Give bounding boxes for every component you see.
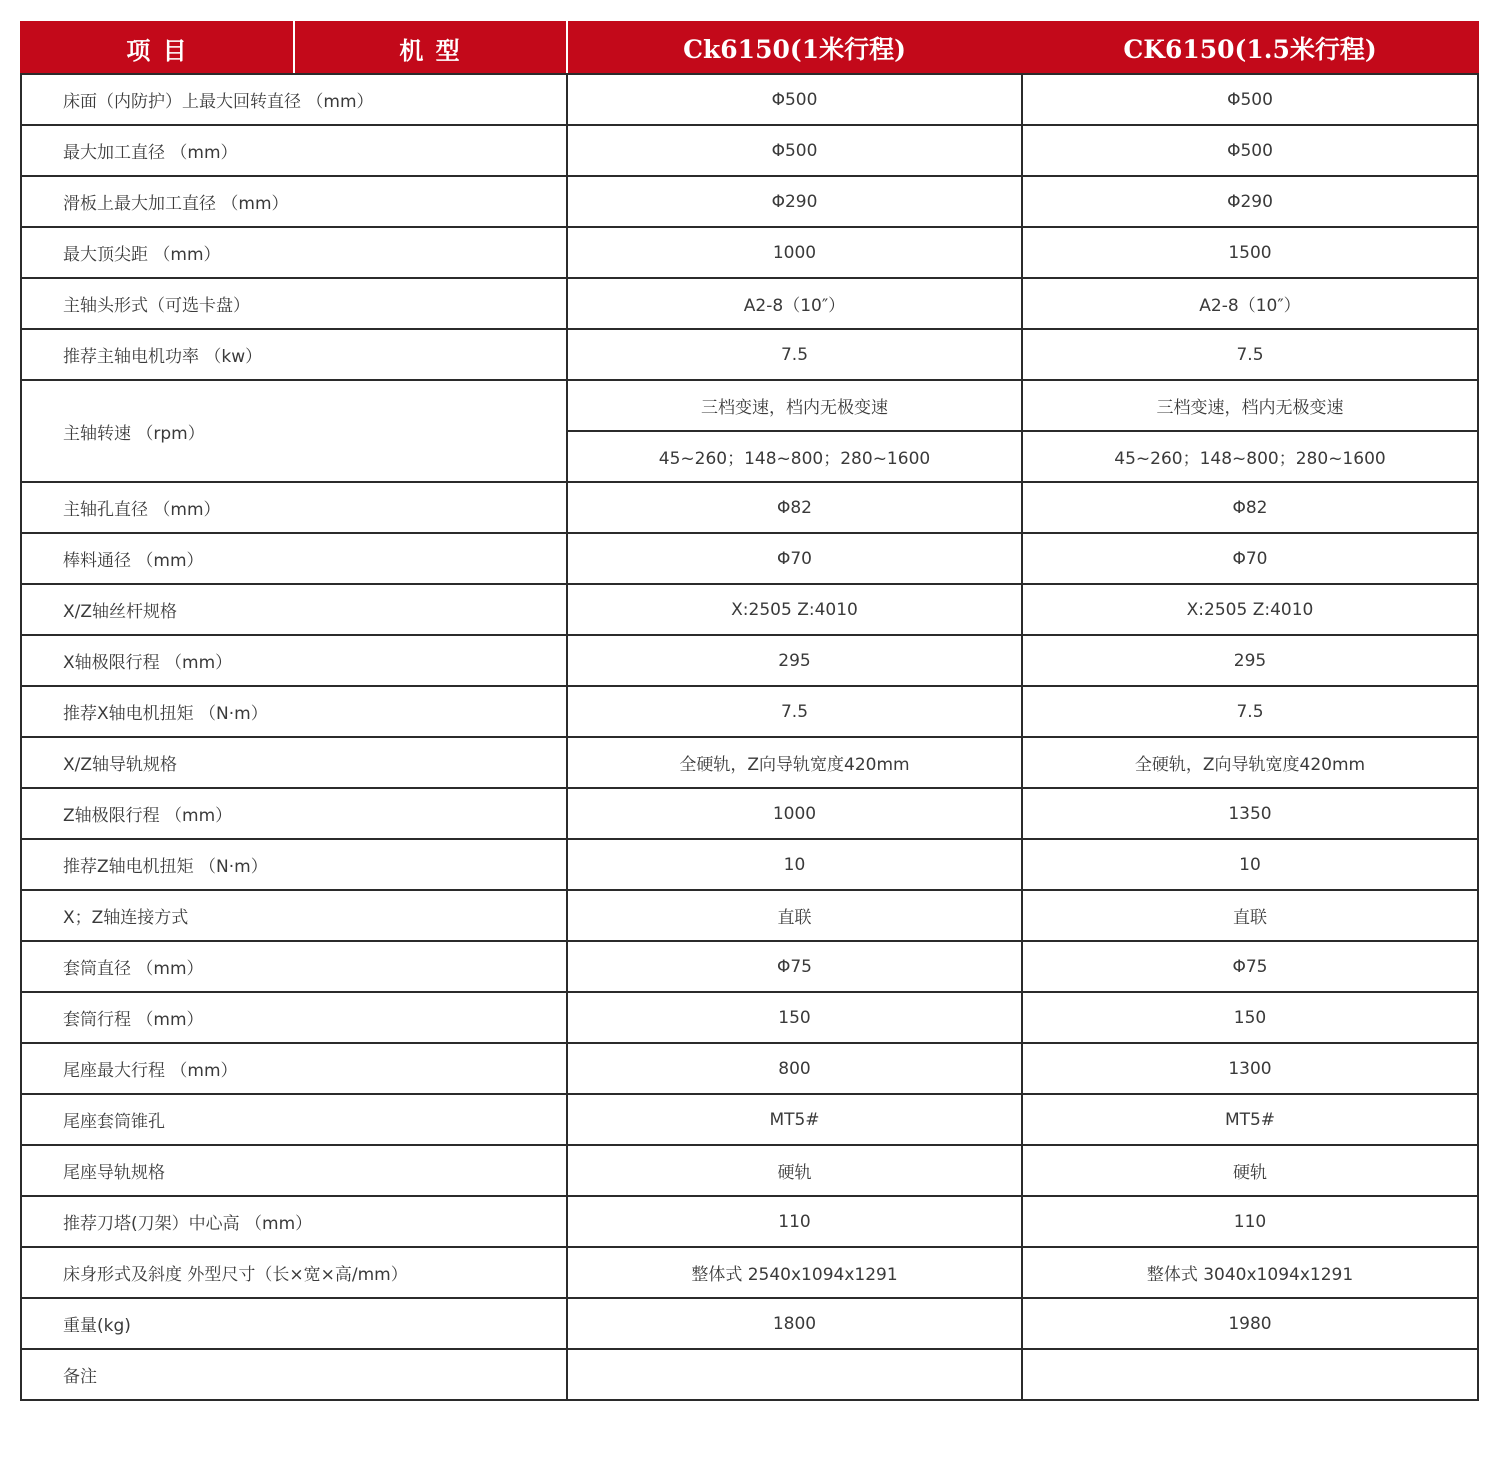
value-1m: 110 xyxy=(567,1196,1022,1247)
row-label: 主轴转速 （rpm） xyxy=(21,380,567,482)
table-row xyxy=(21,125,1478,176)
value-1-5m: 10 xyxy=(1022,839,1478,890)
value-1m: 硬轨 xyxy=(567,1145,1022,1196)
table-row xyxy=(21,1043,1478,1094)
row-label: 套筒行程 （mm） xyxy=(21,992,567,1043)
table-row xyxy=(21,1349,1478,1400)
table-row xyxy=(21,839,1478,890)
value-1-5m: 1300 xyxy=(1022,1043,1478,1094)
value-1-5m: Φ500 xyxy=(1022,74,1478,125)
table-row xyxy=(21,533,1478,584)
value-1m: 直联 xyxy=(567,890,1022,941)
row-label: 最大顶尖距 （mm） xyxy=(21,227,567,278)
value-1-5m: 整体式 3040x1094x1291 xyxy=(1022,1247,1478,1298)
value-1m: Φ82 xyxy=(567,482,1022,533)
value-1-5m: 7.5 xyxy=(1022,686,1478,737)
table-row xyxy=(21,278,1478,329)
value-1m: 295 xyxy=(567,635,1022,686)
table-row xyxy=(21,788,1478,839)
value-1-5m: 1500 xyxy=(1022,227,1478,278)
row-label: 主轴孔直径 （mm） xyxy=(21,482,567,533)
value-1m xyxy=(567,1349,1022,1400)
row-label: 重量(kg) xyxy=(21,1298,567,1349)
value-1-5m xyxy=(1022,1349,1478,1400)
value-1m: A2-8（10″） xyxy=(567,278,1022,329)
value-1m: Φ75 xyxy=(567,941,1022,992)
value-1m: 7.5 xyxy=(567,686,1022,737)
value-1-5m: 全硬轨，Z向导轨宽度420mm xyxy=(1022,737,1478,788)
value-1-5m: 硬轨 xyxy=(1022,1145,1478,1196)
row-label: 套筒直径 （mm） xyxy=(21,941,567,992)
value-1m: 45~260；148~800；280~1600 xyxy=(567,431,1022,482)
value-1m: Φ500 xyxy=(567,74,1022,125)
table-row xyxy=(21,1094,1478,1145)
value-1-5m: Φ82 xyxy=(1022,482,1478,533)
table-row xyxy=(21,1145,1478,1196)
value-1-5m: 295 xyxy=(1022,635,1478,686)
row-label: 尾座套筒锥孔 xyxy=(21,1094,567,1145)
table-row xyxy=(21,227,1478,278)
header-model-1-5m: CK6150(1.5米行程) xyxy=(1022,22,1478,74)
row-label: 滑板上最大加工直径 （mm） xyxy=(21,176,567,227)
row-label: X轴极限行程 （mm） xyxy=(21,635,567,686)
value-1-5m: 1980 xyxy=(1022,1298,1478,1349)
table-row xyxy=(21,941,1478,992)
value-1-5m: MT5# xyxy=(1022,1094,1478,1145)
value-1m: 全硬轨，Z向导轨宽度420mm xyxy=(567,737,1022,788)
row-label: X/Z轴导轨规格 xyxy=(21,737,567,788)
table-row xyxy=(21,1298,1478,1349)
value-1-5m: 1350 xyxy=(1022,788,1478,839)
value-1-5m: 110 xyxy=(1022,1196,1478,1247)
table-row xyxy=(21,380,1478,431)
table-row xyxy=(21,992,1478,1043)
spec-table xyxy=(20,21,1479,1401)
value-1m: 800 xyxy=(567,1043,1022,1094)
value-1m: X:2505 Z:4010 xyxy=(567,584,1022,635)
value-1m: 三档变速，档内无极变速 xyxy=(567,380,1022,431)
row-label: X；Z轴连接方式 xyxy=(21,890,567,941)
value-1-5m: 45~260；148~800；280~1600 xyxy=(1022,431,1478,482)
value-1m: 整体式 2540x1094x1291 xyxy=(567,1247,1022,1298)
table-row xyxy=(21,329,1478,380)
row-label: 尾座最大行程 （mm） xyxy=(21,1043,567,1094)
value-1m: 150 xyxy=(567,992,1022,1043)
value-1-5m: 150 xyxy=(1022,992,1478,1043)
row-label: 推荐X轴电机扭矩 （N·m） xyxy=(21,686,567,737)
row-label: X/Z轴丝杆规格 xyxy=(21,584,567,635)
value-1m: Φ290 xyxy=(567,176,1022,227)
value-1m: Φ70 xyxy=(567,533,1022,584)
value-1m: 1800 xyxy=(567,1298,1022,1349)
value-1-5m: 直联 xyxy=(1022,890,1478,941)
row-label: 推荐主轴电机功率 （kw） xyxy=(21,329,567,380)
table-row xyxy=(21,686,1478,737)
row-label: 推荐刀塔(刀架）中心高 （mm） xyxy=(21,1196,567,1247)
value-1-5m: Φ290 xyxy=(1022,176,1478,227)
row-label: 床身形式及斜度 外型尺寸（长×宽×高/mm） xyxy=(21,1247,567,1298)
table-row xyxy=(21,890,1478,941)
value-1-5m: X:2505 Z:4010 xyxy=(1022,584,1478,635)
value-1m: 7.5 xyxy=(567,329,1022,380)
value-1m: 1000 xyxy=(567,788,1022,839)
row-label: Z轴极限行程 （mm） xyxy=(21,788,567,839)
table-row xyxy=(21,74,1478,125)
value-1-5m: 三档变速，档内无极变速 xyxy=(1022,380,1478,431)
header-model-1m: Ck6150(1米行程) xyxy=(567,22,1022,74)
row-label: 备注 xyxy=(21,1349,567,1400)
value-1m: 1000 xyxy=(567,227,1022,278)
table-row xyxy=(21,1247,1478,1298)
row-label: 最大加工直径 （mm） xyxy=(21,125,567,176)
table-row xyxy=(21,482,1478,533)
value-1m: Φ500 xyxy=(567,125,1022,176)
row-label: 床面（内防护）上最大回转直径 （mm） xyxy=(21,74,567,125)
table-row xyxy=(21,635,1478,686)
header-model: 机 型 xyxy=(294,22,567,74)
row-label: 棒料通径 （mm） xyxy=(21,533,567,584)
row-label: 推荐Z轴电机扭矩 （N·m） xyxy=(21,839,567,890)
table-row xyxy=(21,176,1478,227)
value-1-5m: Φ500 xyxy=(1022,125,1478,176)
value-1-5m: Φ75 xyxy=(1022,941,1478,992)
value-1-5m: Φ70 xyxy=(1022,533,1478,584)
value-1m: MT5# xyxy=(567,1094,1022,1145)
value-1-5m: A2-8（10″） xyxy=(1022,278,1478,329)
header-row xyxy=(21,22,1478,74)
value-1m: 10 xyxy=(567,839,1022,890)
row-label: 主轴头形式（可选卡盘） xyxy=(21,278,567,329)
table-row xyxy=(21,1196,1478,1247)
row-label: 尾座导轨规格 xyxy=(21,1145,567,1196)
table-row xyxy=(21,737,1478,788)
header-item: 项 目 xyxy=(21,22,294,74)
value-1-5m: 7.5 xyxy=(1022,329,1478,380)
table-row xyxy=(21,584,1478,635)
